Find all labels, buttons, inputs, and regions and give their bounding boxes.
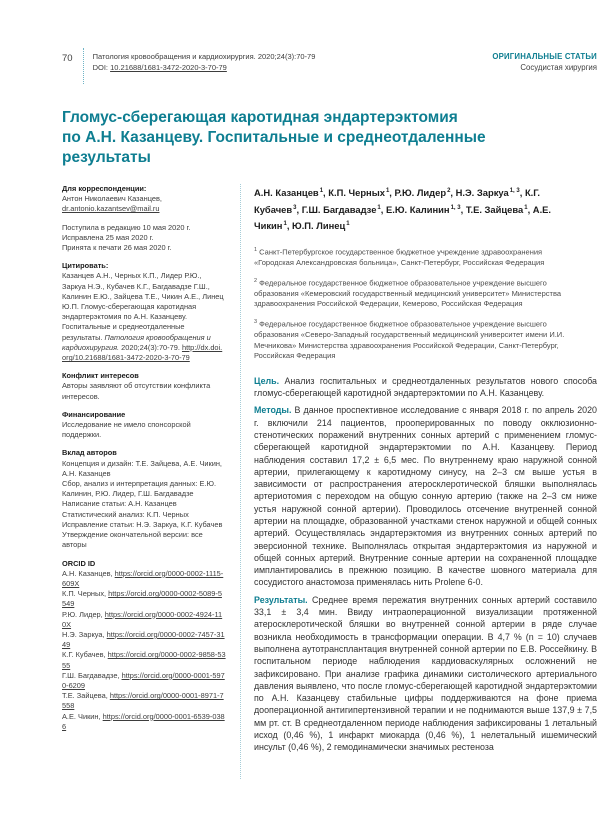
correspondence-email-link[interactable]: dr.antonio.kazantsev@mail.ru xyxy=(62,204,160,214)
author: Е.Ю. Калинин$^{1, 3}$, xyxy=(385,203,466,215)
citation-authors-text: Казанцев А.Н., Черных К.П., Лидер Р.Ю., Заркуа Н.Э., Кубачев К.Г., Багдавадзе Г.Ш., Калинин Е.Ю., Зайцева Т.Е., Чикин А.Е., Линец Ю.П. Гломус-сберегающая каротидная эндартерэктомия по А.Н. Казанцеву. Госпитальные и среднеотдаленные результаты. xyxy=(62,271,224,342)
article-main-column xyxy=(240,184,597,779)
author-affiliation-sup: 1, 3 xyxy=(509,188,520,194)
author-affiliation-sup: 1, 3 xyxy=(450,204,461,211)
orcid-link[interactable]: https://orcid.org/0000-0002-5089-5549 xyxy=(62,589,222,609)
orcid-block xyxy=(62,559,226,732)
contribution-line: Утверждение окончательной версии: все авторы xyxy=(62,530,203,550)
orcid-link[interactable]: https://orcid.org/0000-0002-1115-609X xyxy=(62,568,224,588)
doi-line xyxy=(93,62,316,73)
conflict-text: Авторы заявляют об отсутствии конфликта интересов. xyxy=(62,381,211,401)
orcid-link[interactable]: https://orcid.org/0000-0002-7457-3149 xyxy=(62,629,225,650)
conflict-heading: Конфликт интересов xyxy=(62,371,139,381)
funding-heading: Финансирование xyxy=(62,409,126,419)
header-left xyxy=(62,48,315,84)
abstract-methods-label: Методы. xyxy=(254,405,292,416)
affiliation-sup: 3 xyxy=(254,318,258,325)
article-title xyxy=(62,108,597,168)
abstract-methods: Методы. В данное проспективное исследование с января 2018 г. по апрель 2020 г. включили 214 пациентов, прооперированных по поводу окклюзионно-стенотических поражений внутренних сонных артерий с применением гломус-сберегающей каротидной эндартерэктомии по А.Н. Казанцеву. Период наблюдения составил 17,2 ± 6,5 мес. По внутреннему краю наружной сонной артерии, прилегающему к каротидному синусу, на 2–3 см выше устья в зависимости от распространения атеросклеротической бляшки выполнялась артериотомия с переходом на общую сонную артерию (также на 2–3 см ниже устья наружной сонной артерии). Проводилось отсечение внутренней сонной артерии на площадке, образованной участками стенок наружной и общей сонных артерий. Осуществлялась эндартерэктомия из внутренних сонных артерий по эверсионной технике. Выполнялась открытая эндартерэктомия из наружной и общей сонных артерий. Внутренние сонные артерии на сохраненной площадке имплантировались в прежнюю позицию. В качестве шовного материала для сосудистого анастомоза применялась нить Prolene 6-0. xyxy=(254,405,597,588)
orcid-name: Р.Ю. Лидер, xyxy=(62,609,103,619)
title-line-2: по А.Н. Казанцеву. Госпитальные и среднеотдаленные xyxy=(62,129,486,146)
header-dotted-divider xyxy=(83,48,84,84)
affiliation: $^3$ Федеральное государственное бюджетное образовательное учреждение высшего образования «Северо-Западный государственный медицинский университет имени И.И. Мечникова» Министерства здравоохранения Российской Федерации, Санкт-Петербург, Российская Федерация xyxy=(254,318,565,361)
orcid-heading: ORCID ID xyxy=(62,558,96,568)
contribution-line: Концепция и дизайн: Т.Е. Зайцева, А.Е. Чикин, А.Н. Казанцев xyxy=(62,458,222,478)
author-affiliation-sup: 1 xyxy=(319,188,324,194)
author: К.Г. Кубачев$^3$, xyxy=(254,187,541,215)
article-subsection-label: Сосудистая хирургия xyxy=(520,63,597,72)
article-type-label: ОРИГИНАЛЬНЫЕ СТАТЬИ xyxy=(492,52,597,61)
orcid-entry xyxy=(62,589,226,609)
citation-block xyxy=(62,261,226,363)
journal-citation: Патология кровообращения и кардиохирургия. 2020;24(3):70-79 xyxy=(92,52,316,61)
correspondence-name: Антон Николаевич Казанцев, xyxy=(62,194,162,204)
contribution-line: Статистический анализ: К.П. Черных xyxy=(62,509,189,519)
page-header xyxy=(62,48,597,84)
author-affiliation-sup: 1 xyxy=(346,221,350,228)
accepted-date: Принята к печати 26 мая 2020 г. xyxy=(62,243,172,253)
correspondence-email-line xyxy=(62,204,226,214)
orcid-link[interactable]: https://orcid.org/0000-0001-8971-7558 xyxy=(62,691,224,711)
author: Р.Ю. Лидер$^2$, xyxy=(394,187,456,199)
orcid-link[interactable]: https://orcid.org/0000-0001-5970-6209 xyxy=(62,670,225,690)
citation-doi-link[interactable]: http://dx.doi.org/10.21688/1681-3472-2020-3-70-79 xyxy=(62,342,223,363)
orcid-entry xyxy=(62,691,226,711)
orcid-link[interactable]: https://orcid.org/0000-0001-6539-0386 xyxy=(62,711,225,731)
orcid-name: А.Н. Казанцев, xyxy=(62,568,113,578)
orcid-name: К.Г. Кубачев, xyxy=(62,650,106,660)
author: Г.Ш. Багдавадзе$^1$, xyxy=(301,203,386,215)
author-affiliation-sup: 1 xyxy=(377,204,381,211)
abstract-aim-label: Цель. xyxy=(254,375,280,386)
author: Ю.П. Линец$^1$ xyxy=(292,220,350,232)
author: А.Н. Казанцев$^1$, xyxy=(254,187,329,199)
doi-link[interactable]: 10.21688/1681-3472-2020-3-70-79 xyxy=(110,63,227,72)
author-affiliation-sup: 2 xyxy=(447,188,451,194)
title-line-3: результаты xyxy=(62,149,151,166)
citation-tail: 2020;24(3):70-79. xyxy=(119,342,182,352)
contribution-heading: Вклад авторов xyxy=(62,448,117,458)
orcid-entry xyxy=(62,630,226,650)
author: Т.Е. Зайцева$^1$, xyxy=(465,203,533,215)
author-affiliation-sup: 1 xyxy=(524,204,528,211)
abstract-results: Результаты. Среднее время пережатия внутренних сонных артерий составило 33,1 ± 3,4 мин. Ввиду интраоперационной визуализации протяженной атеросклеротической бляшки во внутренней сонной артерии в ряде случае возникла необходимость в трансформации операции. В 4,7 % (n = 10) случаев выполнена аутотрансплантация внутренней сонной артерии по Е.В. Россейкину. В госпитальном периоде наблюдения кардиоваскулярных осложнений не зафиксировано. При анализе графика динамики систолического артериального давления выявлено, что после гломус-сберегающей каротидной эндартерэктомии по А.Н. Казанцеву стабильные цифры поддерживаются на фоне приема дооперационной антигипертензивной терапии и не поднимаются выше 137,9 ± 7,5 мм рт. ст. В среднеотдаленном периоде наблюдения зафиксированы 1 летальный исход (0,46 %), 1 инфаркт миокарда (0,46 %), 1 нелетальный ишемический инсульт (0,46 %), 2 гемодинамически значимых рестеноза xyxy=(254,594,597,753)
conflict-block xyxy=(62,371,226,402)
authors-list xyxy=(254,184,576,234)
orcid-entry xyxy=(62,650,226,670)
journal-citation-block xyxy=(93,48,316,73)
author: Н.Э. Заркуа$^{1, 3}$, xyxy=(455,187,525,199)
orcid-name: Т.Е. Зайцева, xyxy=(62,691,108,701)
citation-journal-italic: Патология кровообращения и кардиохирургия. xyxy=(62,332,211,352)
orcid-name: Г.Ш. Багдавадзе, xyxy=(62,670,120,680)
metadata-column xyxy=(62,184,226,779)
orcid-name: Н.Э. Заркуа, xyxy=(62,629,105,639)
author-affiliation-sup: 1 xyxy=(283,221,287,228)
author: К.П. Черных$^1$, xyxy=(328,187,395,199)
orcid-link[interactable]: https://orcid.org/0000-0002-9858-5355 xyxy=(62,650,226,670)
contribution-line: Написание статьи: А.Н. Казанцев xyxy=(62,499,177,509)
revised-date: Исправлена 25 мая 2020 г. xyxy=(62,232,154,242)
orcid-link[interactable]: https://orcid.org/0000-0002-4924-110X xyxy=(62,609,223,629)
funding-block xyxy=(62,410,226,441)
dates-block xyxy=(62,223,226,254)
contribution-line: Сбор, анализ и интерпретация данных: Е.Ю. Калинин, Р.Ю. Лидер, Г.Ш. Багдавадзе xyxy=(62,479,217,499)
doi-prefix: DOI: xyxy=(92,63,111,72)
orcid-name: К.П. Черных, xyxy=(62,589,107,599)
affiliation-sup: 2 xyxy=(254,277,258,284)
received-date: Поступила в редакцию 10 мая 2020 г. xyxy=(62,222,191,232)
header-right xyxy=(492,48,597,73)
contribution-block xyxy=(62,448,226,550)
orcid-entry xyxy=(62,671,226,691)
author-affiliation-sup: 1 xyxy=(385,188,390,194)
abstract-results-label: Результаты. xyxy=(254,594,308,605)
title-line-1: Гломус-сберегающая каротидная эндартерэктомия xyxy=(62,109,458,126)
contribution-line: Исправление статьи: Н.Э. Заркуа, К.Г. Кубачев xyxy=(62,519,223,529)
page-number: 70 xyxy=(62,53,73,64)
author-affiliation-sup: 3 xyxy=(293,204,297,211)
abstract xyxy=(254,375,597,754)
correspondence-heading: Для корреспонденции: xyxy=(62,184,147,193)
citation-text xyxy=(62,271,226,363)
cite-heading: Цитировать: xyxy=(62,261,109,271)
affiliation: $^2$ Федеральное государственное бюджетное образовательное учреждение высшего образования «Кемеровский государственный медицинский университет» Министерства здравоохранения Российской Федерации, Кемерово, Российская Федерация xyxy=(254,277,562,309)
author: А.Е. Чикин$^1$, xyxy=(254,203,552,232)
affiliation: $^1$ Санкт-Петербургское государственное бюджетное учреждение здравоохранения «Городская Александровская больница», Санкт-Петербург, Российская Федерация xyxy=(254,246,545,267)
correspondence-block xyxy=(62,184,226,215)
orcid-name: А.Е. Чикин, xyxy=(62,711,101,721)
orcid-entry xyxy=(62,610,226,630)
two-column-layout xyxy=(62,184,597,779)
abstract-aim: Цель. Анализ госпитальных и среднеотдаленных результатов нового способа гломус-сберегающей каротидной эндартерэктомии по А.Н. Казанцеву. xyxy=(254,375,597,399)
affiliation-sup: 1 xyxy=(254,246,258,253)
funding-text: Исследование не имело спонсорской поддержки. xyxy=(62,420,191,440)
orcid-entry xyxy=(62,712,226,732)
orcid-entry xyxy=(62,569,226,589)
